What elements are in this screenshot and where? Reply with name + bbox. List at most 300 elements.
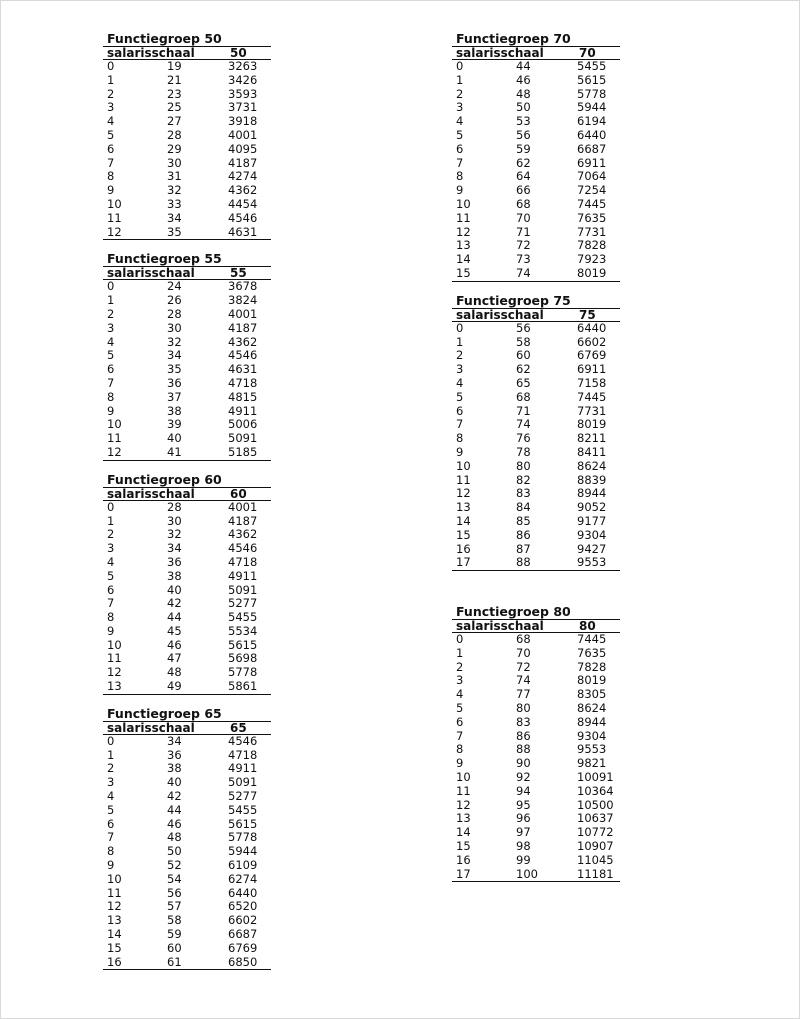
step-cell: 9: [107, 858, 115, 873]
scale-cell: 57: [167, 899, 182, 914]
scale-cell: 58: [167, 913, 182, 928]
scale-cell: 62: [516, 362, 531, 377]
table-row: [452, 129, 620, 143]
scale-cell: 85: [516, 513, 531, 528]
step-cell: 5: [107, 568, 115, 583]
table-spacer: [452, 571, 620, 605]
table-row: [103, 294, 271, 308]
scale-cell: 36: [167, 747, 182, 762]
scale-cell: 23: [167, 86, 182, 101]
scale-cell: 35: [167, 362, 182, 377]
scale-cell: 97: [516, 825, 531, 840]
step-cell: 9: [107, 403, 115, 418]
step-cell: 0: [107, 499, 115, 514]
table-row: [452, 556, 620, 570]
step-cell: 13: [107, 913, 122, 928]
salary-table-80: [452, 605, 620, 882]
step-cell: 8: [456, 742, 464, 757]
scale-cell: 83: [516, 486, 531, 501]
table-row: [452, 460, 620, 474]
salary-cell: 4454: [228, 196, 258, 211]
step-cell: 4: [456, 114, 464, 129]
step-cell: 4: [107, 554, 115, 569]
scale-cell: 76: [516, 431, 531, 446]
step-cell: 17: [452, 868, 510, 882]
salary-cell: 4001: [228, 306, 258, 321]
salary-cell: 5006: [228, 417, 258, 432]
salary-cell: 7828: [577, 659, 607, 674]
scale-cell: 88: [516, 742, 531, 757]
table-row: [103, 734, 271, 748]
scale-cell: 36: [167, 554, 182, 569]
step-cell: 8: [107, 844, 115, 859]
table-row: [452, 321, 620, 335]
scale-cell: 71: [516, 403, 531, 418]
table-row: [452, 868, 620, 882]
step-cell: 6: [107, 362, 115, 377]
table-row: [103, 597, 271, 611]
table-row: [452, 391, 620, 405]
table-row: [103, 639, 271, 653]
step-cell: 10: [456, 770, 471, 785]
salary-cell: 10091: [577, 770, 614, 785]
step-cell: 12: [103, 226, 161, 240]
salary-cell: 6602: [577, 334, 607, 349]
step-cell: 4: [107, 334, 115, 349]
salary-table-75: [452, 294, 620, 571]
scale-cell: 84: [516, 500, 531, 515]
salary-cell: 8019: [577, 673, 607, 688]
salary-cell: 6440: [577, 320, 607, 335]
table-row: [103, 129, 271, 143]
salary-cell: 8305: [577, 687, 607, 702]
scale-cell: 73: [516, 252, 531, 267]
table-row: [103, 432, 271, 446]
scale-cell: 38: [167, 568, 182, 583]
table-row: [103, 226, 271, 240]
salary-cell: 6109: [228, 858, 258, 873]
table-row: [103, 762, 271, 776]
table-row: [452, 674, 620, 688]
salary-cell: 11045: [577, 852, 614, 867]
table-row: [452, 74, 620, 88]
step-cell: 10: [107, 871, 122, 886]
scale-cell: 83: [516, 714, 531, 729]
table-row: [452, 743, 620, 757]
table-row: [452, 515, 620, 529]
salary-cell: 3731: [228, 100, 258, 115]
salary-cell: 3918: [228, 114, 258, 129]
step-cell: 5: [456, 701, 464, 716]
step-cell: 9: [107, 623, 115, 638]
scale-cell: 68: [516, 389, 531, 404]
table-row: [452, 198, 620, 212]
salary-cell: 9052: [577, 500, 607, 515]
scale-cell: 78: [516, 444, 531, 459]
salary-cell: 10364: [577, 783, 614, 798]
step-cell: 7: [107, 596, 115, 611]
table-row: [103, 88, 271, 102]
salary-cell: 5778: [577, 86, 607, 101]
table-row: [103, 391, 271, 405]
table-row: [103, 859, 271, 873]
table-row: [452, 405, 620, 419]
salary-cell: 5277: [228, 789, 258, 804]
scale-cell: 90: [516, 756, 531, 771]
salary-cell: 4001: [228, 127, 258, 142]
scale-cell: 32: [167, 183, 182, 198]
scale-cell: 92: [516, 770, 531, 785]
right-column: [452, 32, 620, 882]
salary-cell: 4911: [228, 761, 258, 776]
salary-table: [452, 619, 620, 882]
scale-cell: 48: [167, 665, 182, 680]
header-salarisschaal: salarisschaal: [103, 721, 226, 734]
group-title: Functiegroep 65: [107, 705, 222, 721]
scale-cell: 68: [516, 632, 531, 647]
salary-cell: 10907: [577, 839, 614, 854]
salary-cell: 3263: [228, 59, 258, 73]
step-cell: 0: [456, 632, 464, 647]
step-cell: 0: [107, 59, 115, 73]
header-salarisschaal: salarisschaal: [103, 47, 226, 60]
scale-cell: 32: [167, 334, 182, 349]
scale-cell: 60: [167, 940, 182, 955]
step-cell: 15: [107, 940, 122, 955]
salary-cell: 6769: [228, 940, 258, 955]
step-cell: 1: [107, 513, 115, 528]
table-row: [103, 818, 271, 832]
scale-cell: 40: [167, 775, 182, 790]
step-cell: 6: [107, 582, 115, 597]
group-title: Functiegroep 50: [107, 31, 222, 46]
table-row: [452, 529, 620, 543]
header-salarisschaal: salarisschaal: [103, 487, 226, 500]
salary-cell: 5534: [228, 623, 258, 638]
table-row: [103, 198, 271, 212]
scale-cell: 32: [167, 527, 182, 542]
table-row: [103, 749, 271, 763]
salary-cell: 6911: [577, 155, 607, 170]
step-cell: 2: [456, 659, 464, 674]
table-row: [103, 363, 271, 377]
scale-cell: 72: [516, 659, 531, 674]
salary-cell: 4362: [228, 183, 258, 198]
salary-cell: 4095: [228, 141, 258, 156]
salary-cell: 7254: [577, 183, 607, 198]
step-cell: 0: [456, 59, 464, 73]
salary-cell: 9304: [577, 728, 607, 743]
table-row: [103, 515, 271, 529]
salary-table: [452, 46, 620, 282]
table-row: [103, 170, 271, 184]
step-cell: 8: [456, 431, 464, 446]
salary-cell: 8839: [577, 472, 607, 487]
step-cell: 2: [107, 306, 115, 321]
salary-cell: 5615: [228, 637, 258, 652]
step-cell: 12: [456, 224, 471, 239]
scale-cell: 87: [516, 541, 531, 556]
table-row: [103, 625, 271, 639]
salary-cell: 7731: [577, 403, 607, 418]
salary-cell: 6911: [577, 362, 607, 377]
table-row: [452, 474, 620, 488]
table-row: [452, 253, 620, 267]
step-cell: 12: [103, 446, 161, 460]
salary-cell: 4911: [228, 403, 258, 418]
table-row: [103, 143, 271, 157]
salary-cell: 4718: [228, 554, 258, 569]
scale-cell: 36: [167, 375, 182, 390]
table-row: [452, 716, 620, 730]
salary-cell: 7923: [577, 252, 607, 267]
salary-cell: 7635: [577, 210, 607, 225]
salary-cell: 7828: [577, 238, 607, 253]
step-cell: 12: [456, 486, 471, 501]
step-cell: 9: [456, 183, 464, 198]
salary-cell: 6274: [228, 871, 258, 886]
salary-cell: 9553: [577, 742, 607, 757]
salary-cell: 8624: [577, 701, 607, 716]
table-row: [103, 542, 271, 556]
step-cell: 16: [456, 852, 471, 867]
scale-cell: 98: [516, 839, 531, 854]
step-cell: 16: [456, 541, 471, 556]
table-row: [452, 212, 620, 226]
step-cell: 15: [456, 839, 471, 854]
table-row: [452, 812, 620, 826]
step-cell: 2: [456, 86, 464, 101]
salary-cell: 5944: [228, 844, 258, 859]
header-group-number: 75: [575, 308, 620, 321]
salary-table-50: [103, 32, 271, 240]
step-cell: 13: [456, 238, 471, 253]
salary-table: [452, 308, 620, 571]
header-group-number: 70: [575, 47, 620, 60]
salary-cell: 8411: [577, 444, 607, 459]
salary-cell: 5861: [226, 680, 271, 694]
scale-cell: 50: [167, 844, 182, 859]
table-row: [103, 349, 271, 363]
table-row: [452, 170, 620, 184]
table-row: [452, 446, 620, 460]
salary-cell: 5091: [228, 431, 258, 446]
salary-cell: 6850: [226, 956, 271, 970]
step-cell: 10: [107, 637, 122, 652]
scale-cell: 100: [510, 868, 575, 882]
step-cell: 11: [456, 210, 471, 225]
table-row: [103, 956, 271, 970]
group-title: Functiegroep 75: [456, 292, 571, 308]
salary-cell: 3593: [228, 86, 258, 101]
salary-cell: 6440: [228, 885, 258, 900]
step-cell: 8: [456, 169, 464, 184]
scale-cell: 35: [161, 226, 226, 240]
step-cell: 6: [107, 816, 115, 831]
step-cell: 2: [456, 348, 464, 363]
scale-cell: 47: [167, 651, 182, 666]
table-row: [452, 432, 620, 446]
table-row: [103, 377, 271, 391]
step-cell: 9: [456, 444, 464, 459]
scale-cell: 26: [167, 293, 182, 308]
scale-cell: 30: [167, 155, 182, 170]
scale-cell: 49: [161, 680, 226, 694]
table-row: [103, 652, 271, 666]
step-cell: 7: [456, 155, 464, 170]
table-row: [103, 845, 271, 859]
salary-cell: 4815: [228, 389, 258, 404]
scale-cell: 95: [516, 797, 531, 812]
table-row: [452, 840, 620, 854]
salary-cell: 7445: [577, 389, 607, 404]
scale-cell: 34: [167, 210, 182, 225]
scale-cell: 37: [167, 389, 182, 404]
scale-cell: 54: [167, 871, 182, 886]
scale-cell: 65: [516, 375, 531, 390]
step-cell: 10: [107, 196, 122, 211]
group-title: Functiegroep 80: [456, 604, 571, 620]
scale-cell: 86: [516, 527, 531, 542]
scale-cell: 56: [516, 320, 531, 335]
table-row: [452, 633, 620, 647]
salary-cell: 4546: [228, 541, 258, 556]
table-row: [103, 405, 271, 419]
salary-cell: 3426: [228, 72, 258, 87]
salary-cell: 4362: [228, 527, 258, 542]
scale-cell: 19: [167, 59, 182, 73]
table-header-row: [103, 721, 271, 734]
table-row: [103, 666, 271, 680]
step-cell: 11: [107, 431, 122, 446]
table-row: [452, 501, 620, 515]
table-row: [103, 280, 271, 294]
scale-cell: 30: [167, 320, 182, 335]
scale-cell: 50: [516, 100, 531, 115]
table-row: [103, 831, 271, 845]
step-cell: 11: [107, 651, 122, 666]
table-row: [452, 661, 620, 675]
table-row: [103, 900, 271, 914]
table-row: [103, 418, 271, 432]
salary-cell: 6194: [577, 114, 607, 129]
salary-table: [103, 266, 271, 460]
table-header-row: [103, 267, 271, 280]
step-cell: 4: [107, 789, 115, 804]
scale-cell: 29: [167, 141, 182, 156]
table-row: [103, 914, 271, 928]
header-salarisschaal: salarisschaal: [452, 308, 575, 321]
table-row: [452, 115, 620, 129]
table-row: [452, 184, 620, 198]
salary-cell: 5615: [577, 72, 607, 87]
table-row: [103, 611, 271, 625]
step-cell: 6: [456, 141, 464, 156]
step-cell: 6: [107, 141, 115, 156]
scale-cell: 74: [516, 673, 531, 688]
table-row: [452, 363, 620, 377]
step-cell: 3: [107, 100, 115, 115]
scale-cell: 96: [516, 811, 531, 826]
scale-cell: 94: [516, 783, 531, 798]
salary-cell: 8211: [577, 431, 607, 446]
step-cell: 4: [456, 687, 464, 702]
table-spacer: [452, 282, 620, 294]
step-cell: 3: [107, 775, 115, 790]
scale-cell: 42: [167, 596, 182, 611]
table-row: [103, 570, 271, 584]
scale-cell: 40: [167, 431, 182, 446]
step-cell: 0: [456, 320, 464, 335]
salary-cell: 9427: [577, 541, 607, 556]
step-cell: 5: [456, 127, 464, 142]
step-cell: 1: [107, 72, 115, 87]
scale-cell: 52: [167, 858, 182, 873]
table-row: [103, 60, 271, 74]
table-header-row: [103, 487, 271, 500]
salary-cell: 8944: [577, 714, 607, 729]
table-row: [452, 143, 620, 157]
scale-cell: 88: [510, 556, 575, 570]
step-cell: 9: [107, 183, 115, 198]
table-row: [452, 101, 620, 115]
salary-cell: 4274: [228, 169, 258, 184]
header-group-number: 60: [226, 487, 271, 500]
group-title: Functiegroep 55: [107, 251, 222, 267]
step-cell: 16: [103, 956, 161, 970]
scale-cell: 38: [167, 761, 182, 776]
table-row: [452, 688, 620, 702]
step-cell: 7: [456, 728, 464, 743]
scale-cell: 58: [516, 334, 531, 349]
scale-cell: 21: [167, 72, 182, 87]
salary-table: [103, 46, 271, 240]
table-row: [452, 418, 620, 432]
salary-cell: 9177: [577, 513, 607, 528]
scale-cell: 38: [167, 403, 182, 418]
salary-cell: 4546: [228, 733, 258, 748]
table-row: [103, 184, 271, 198]
step-cell: 3: [456, 673, 464, 688]
step-cell: 17: [452, 556, 510, 570]
table-row: [452, 487, 620, 501]
salary-cell: 5455: [228, 610, 258, 625]
salary-cell: 10637: [577, 811, 614, 826]
group-title: Functiegroep 70: [456, 31, 571, 46]
step-cell: 0: [107, 733, 115, 748]
table-row: [103, 308, 271, 322]
scale-cell: 59: [516, 141, 531, 156]
salary-cell: 7731: [577, 224, 607, 239]
table-row: [452, 226, 620, 240]
scale-cell: 33: [167, 196, 182, 211]
table-row: [103, 942, 271, 956]
step-cell: 10: [456, 458, 471, 473]
salary-cell: 5615: [228, 816, 258, 831]
scale-cell: 44: [516, 59, 531, 73]
scale-cell: 59: [167, 927, 182, 942]
table-row: [103, 887, 271, 901]
table-row: [452, 785, 620, 799]
step-cell: 7: [107, 375, 115, 390]
scale-cell: 39: [167, 417, 182, 432]
salary-cell: 5277: [228, 596, 258, 611]
step-cell: 1: [107, 293, 115, 308]
table-row: [452, 826, 620, 840]
step-cell: 0: [107, 279, 115, 294]
table-row: [452, 854, 620, 868]
salary-cell: 5778: [228, 665, 258, 680]
